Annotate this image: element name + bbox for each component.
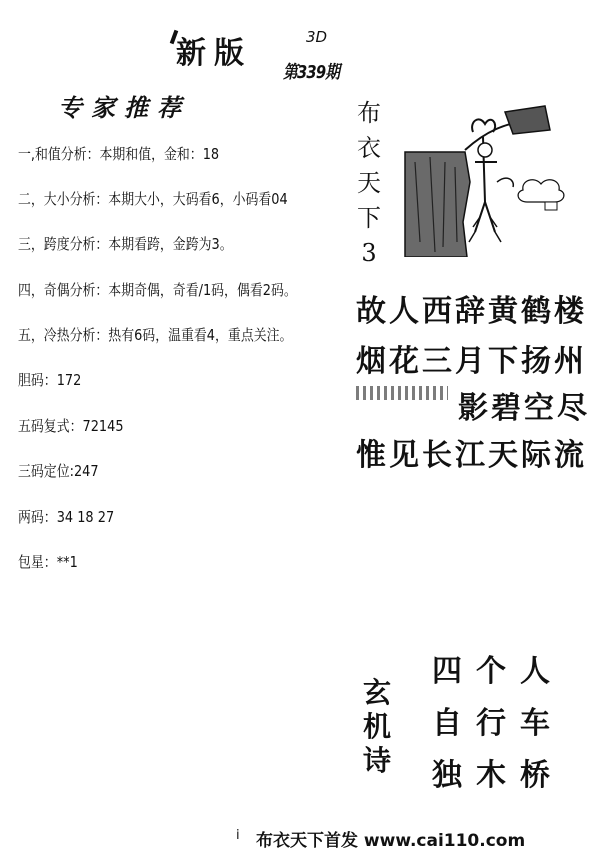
- footer-source: 布衣天下首发 www.cai110.com: [256, 831, 526, 851]
- analysis-line-odd-even: 四，奇偶分析：本期奇偶，奇看/1码，偶看2码。: [18, 281, 297, 299]
- lottery-type-label: 3D: [306, 28, 328, 46]
- brand-char: 布: [357, 99, 381, 127]
- riddle-line-1: 四个人: [432, 654, 564, 689]
- pick-line-two-code: 两码：34 18 27: [18, 508, 115, 526]
- poem-line-4: 惟见长江天际流: [356, 438, 587, 473]
- recommend-title: 专家推荐: [58, 93, 190, 122]
- brand-char: 天: [357, 169, 381, 197]
- riddle-label-char: 玄: [362, 676, 391, 709]
- poem-line-1: 故人西辞黄鹤楼: [356, 294, 587, 329]
- poem-line-2: 烟花三月下扬州: [356, 344, 587, 379]
- analysis-line-size: 二，大小分析：本期大小，大码看6，小码看04: [18, 190, 288, 208]
- issue-number: 第339期: [283, 62, 340, 83]
- pick-line-five-combo: 五码复式：72145: [18, 417, 124, 435]
- riddle-line-2: 自行车: [432, 706, 564, 741]
- faded-poem-characters: [356, 386, 448, 400]
- riddle-label-char: 机: [362, 710, 391, 743]
- riddle-label-char: 诗: [362, 744, 391, 777]
- pick-line-key-number: 胆码：172: [18, 371, 82, 389]
- analysis-line-span: 三，跨度分析：本期看跨，金跨为3。: [18, 235, 233, 253]
- pick-line-three-position: 三码定位:247: [18, 462, 99, 480]
- brand-char: 衣: [357, 134, 381, 162]
- analysis-line-hot-cold: 五，冷热分析：热有6码，温重看4，重点关注。: [18, 326, 293, 344]
- cliff-cartoon-illustration: [395, 92, 570, 257]
- footer-mark: i: [236, 828, 240, 843]
- brand-char: 3: [361, 239, 377, 267]
- poem-line-3: 影碧空尽: [458, 391, 590, 426]
- riddle-line-3: 独木桥: [432, 758, 564, 793]
- analysis-line-sum: 一,和值分析：本期和值，金和：18: [18, 145, 220, 163]
- brand-vertical: [356, 96, 382, 271]
- riddle-label: [361, 676, 393, 778]
- page-title: 新版: [176, 36, 252, 71]
- pick-line-star: 包星：**1: [18, 553, 78, 571]
- brand-char: 下: [357, 204, 381, 232]
